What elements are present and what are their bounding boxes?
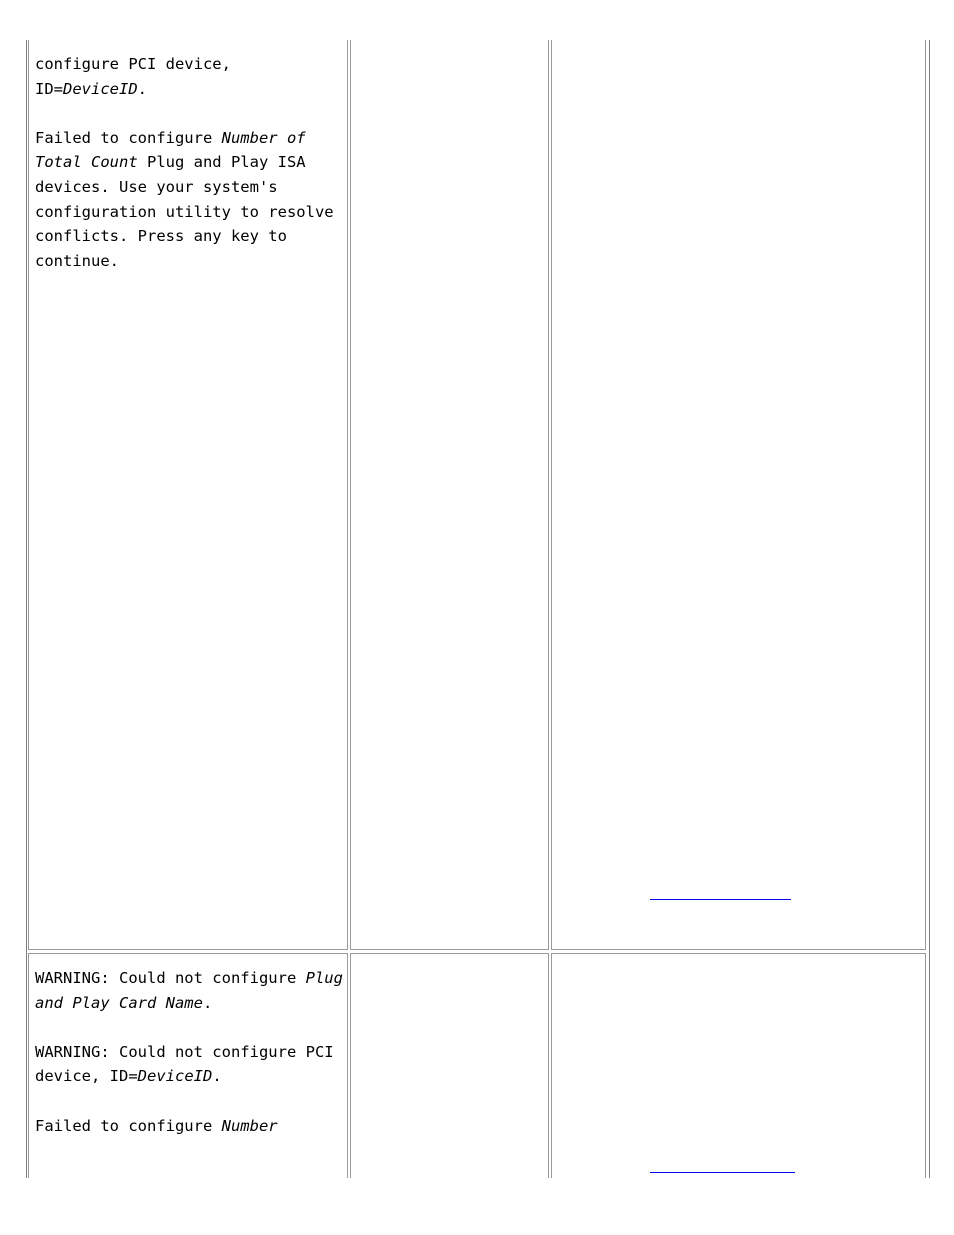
- message-paragraph: [35, 126, 345, 274]
- table-cell-link: [551, 40, 926, 950]
- message-paragraph: [35, 52, 345, 101]
- message-variable: Number: [221, 1116, 278, 1135]
- table-cell-empty: [350, 40, 549, 950]
- error-message-table: [26, 40, 930, 1178]
- message-text-part: Failed to configure: [35, 1116, 222, 1135]
- message-variable: DeviceID: [63, 79, 138, 98]
- message-variable: Number of Total Count: [35, 128, 306, 172]
- message-text-part: .: [202, 993, 213, 1012]
- message-text-part: WARNING: Could not configure: [35, 969, 306, 987]
- hyperlink[interactable]: [650, 1172, 795, 1173]
- message-text-part: Plug and Play ISA devices. Use your system's configuration utility to resolve conflicts. Press any key to continue.: [35, 153, 334, 270]
- message-text-part: Failed to configure: [35, 128, 222, 147]
- message-paragraph: [35, 1114, 345, 1139]
- table-cell-message: [28, 953, 348, 1178]
- message-paragraph: [35, 966, 345, 1015]
- hyperlink[interactable]: [650, 899, 791, 900]
- message-text-part: WARNING: Could not configure PCI device, ID=: [35, 1042, 334, 1086]
- message-variable: Plug and Play Card Name: [35, 969, 343, 1012]
- message-text-part: configure PCI device, ID=: [35, 55, 231, 98]
- table-cell-message: [28, 40, 348, 950]
- message-text: [35, 52, 345, 298]
- table-cell-link: [551, 953, 926, 1178]
- message-text-part: .: [137, 79, 147, 98]
- message-text: [35, 966, 345, 1163]
- message-paragraph: [35, 1040, 345, 1089]
- message-variable: DeviceID: [137, 1067, 213, 1086]
- table-cell-empty: [350, 953, 549, 1178]
- message-text-part: .: [212, 1067, 222, 1086]
